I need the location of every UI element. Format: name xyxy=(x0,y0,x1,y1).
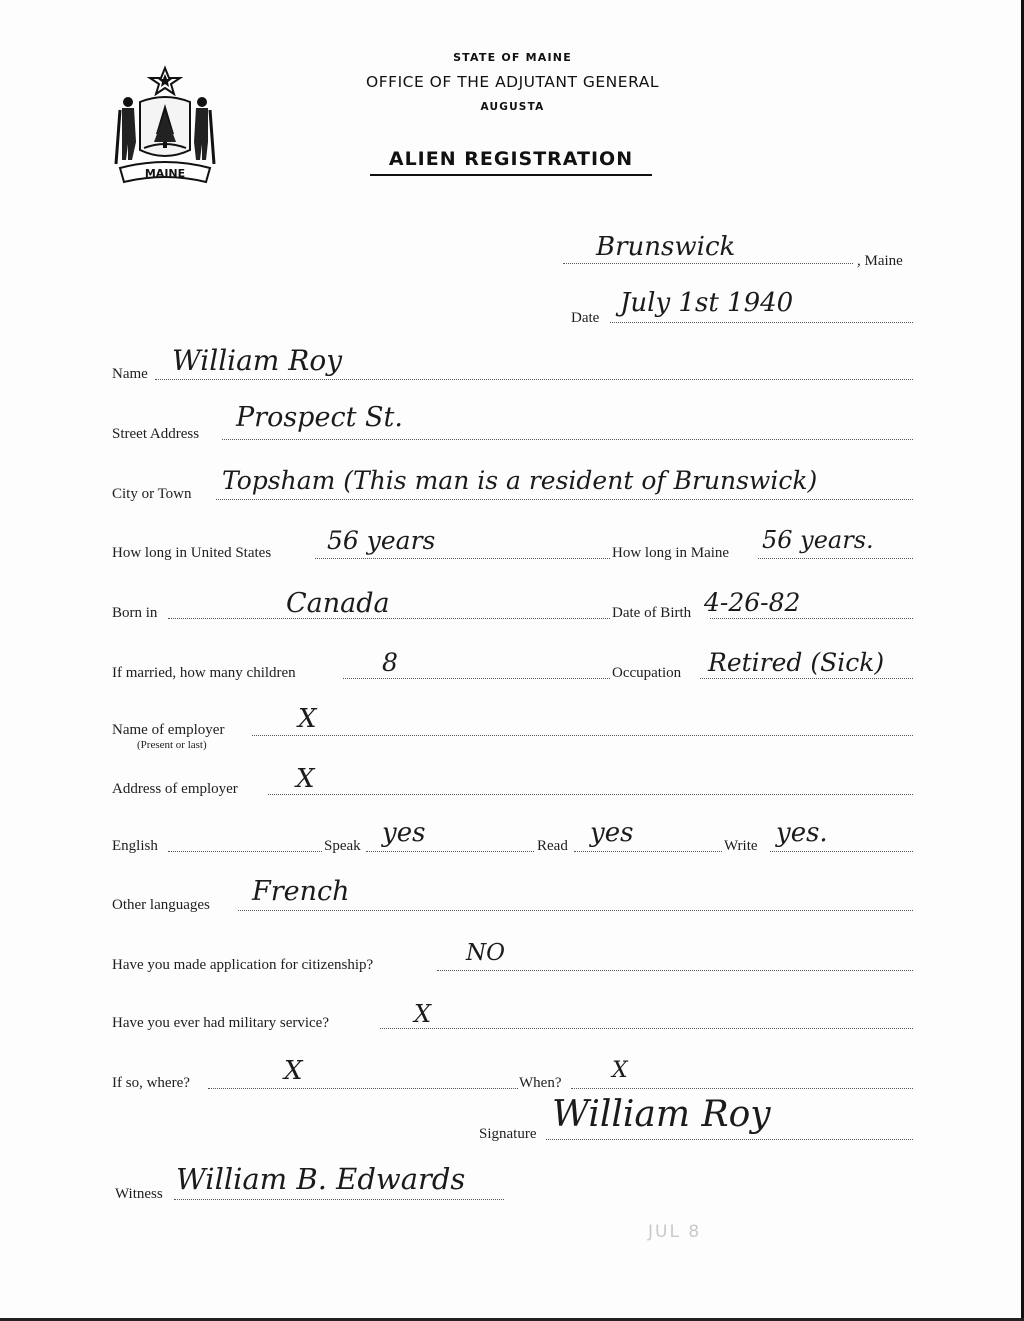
military-value: X xyxy=(414,1000,432,1028)
children-value: 8 xyxy=(382,648,398,677)
date-label: Date xyxy=(571,310,600,326)
other-languages-line xyxy=(238,910,913,911)
street-value: Prospect St. xyxy=(236,402,403,433)
employer-address-label: Address of employer xyxy=(112,781,238,797)
place-value: Brunswick xyxy=(596,232,736,262)
years-us-line xyxy=(315,558,610,559)
write-label: Write xyxy=(724,838,758,854)
other-languages-value: French xyxy=(252,876,350,907)
signature-label: Signature xyxy=(479,1126,537,1142)
children-line xyxy=(343,678,610,679)
header-office: OFFICE OF THE ADJUTANT GENERAL xyxy=(366,73,659,91)
signature-value: William Roy xyxy=(552,1094,771,1135)
citizenship-label: Have you made application for citizenship? xyxy=(112,957,374,973)
employer-value: X xyxy=(298,704,317,734)
witness-label: Witness xyxy=(115,1186,163,1202)
occupation-line xyxy=(700,678,913,679)
other-languages-label: Other languages xyxy=(112,897,210,913)
speak-line xyxy=(366,851,534,852)
years-maine-label: How long in Maine xyxy=(612,545,730,561)
witness-line xyxy=(174,1199,504,1200)
read-value: yes xyxy=(590,818,634,848)
date-line xyxy=(610,322,913,323)
street-line xyxy=(222,439,913,440)
city-value: Topsham (This man is a resident of Brunswick) xyxy=(222,466,818,495)
english-line xyxy=(168,851,322,852)
where-line xyxy=(208,1088,518,1089)
witness-value: William B. Edwards xyxy=(176,1162,466,1196)
when-label: When? xyxy=(519,1075,562,1091)
english-label: English xyxy=(112,838,158,854)
years-us-value: 56 years xyxy=(327,526,436,555)
read-line xyxy=(574,851,722,852)
write-line xyxy=(770,851,913,852)
employer-address-value: X xyxy=(296,764,315,794)
city-line xyxy=(216,499,913,500)
name-value: William Roy xyxy=(172,344,343,377)
place-suffix: , Maine xyxy=(857,253,903,269)
children-label: If married, how many children xyxy=(112,665,296,681)
employer-address-line xyxy=(268,794,913,795)
place-line xyxy=(563,263,853,264)
employer-sublabel: (Present or last) xyxy=(137,739,207,751)
dob-line xyxy=(710,618,913,619)
read-label: Read xyxy=(537,838,568,854)
born-value: Canada xyxy=(286,588,390,619)
dob-label: Date of Birth xyxy=(612,605,692,621)
where-value: X xyxy=(284,1056,303,1086)
svg-text:MAINE: MAINE xyxy=(144,167,186,180)
years-us-label: How long in United States xyxy=(112,545,272,561)
name-line xyxy=(155,379,913,380)
street-label: Street Address xyxy=(112,426,200,442)
city-label: City or Town xyxy=(112,486,192,502)
military-label: Have you ever had military service? xyxy=(112,1015,329,1031)
employer-line xyxy=(252,735,913,736)
born-label: Born in xyxy=(112,605,158,621)
when-line xyxy=(571,1088,913,1089)
form-title: ALIEN REGISTRATION xyxy=(370,148,652,176)
occupation-value: Retired (Sick) xyxy=(708,648,885,677)
header-state: STATE OF MAINE xyxy=(453,51,572,64)
years-maine-line xyxy=(758,558,913,559)
header-city: AUGUSTA xyxy=(480,101,545,113)
date-value: July 1st 1940 xyxy=(620,288,794,318)
when-value: X xyxy=(612,1058,628,1083)
citizenship-value: NO xyxy=(466,940,505,966)
employer-label: Name of employer xyxy=(112,722,225,738)
speak-label: Speak xyxy=(324,838,361,854)
citizenship-line xyxy=(437,970,913,971)
occupation-label: Occupation xyxy=(612,665,682,681)
received-stamp: JUL 8 xyxy=(648,1222,702,1242)
dob-value: 4-26-82 xyxy=(704,588,801,617)
military-line xyxy=(380,1028,913,1029)
name-label: Name xyxy=(112,366,148,382)
speak-value: yes xyxy=(382,818,426,848)
where-label: If so, where? xyxy=(112,1075,190,1091)
write-value: yes. xyxy=(776,818,828,848)
years-maine-value: 56 years. xyxy=(762,526,874,554)
maine-state-seal-icon xyxy=(110,64,220,188)
signature-line xyxy=(546,1139,913,1140)
